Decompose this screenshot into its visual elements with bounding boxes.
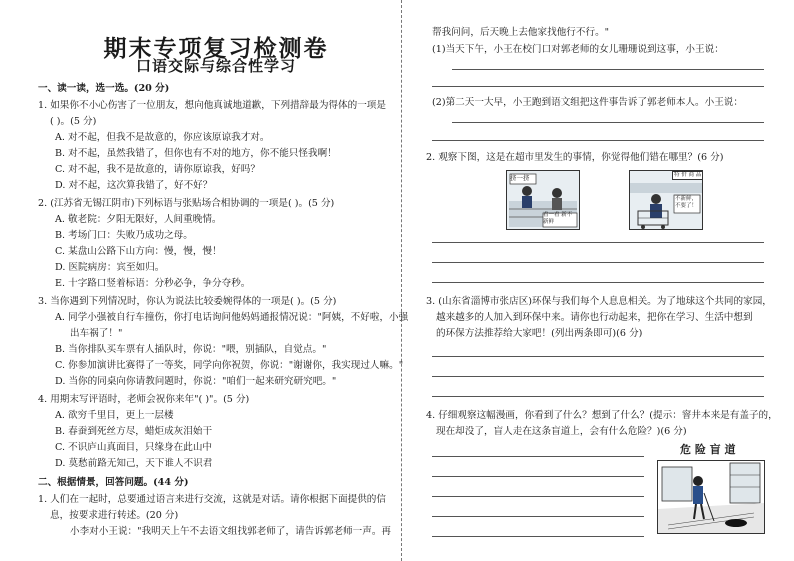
blind-road-cartoon <box>657 460 765 534</box>
q4-option-c: C. 不识庐山真面目，只缘身在此山中 <box>55 442 213 453</box>
fold-line <box>401 0 402 561</box>
q3-stem: 3. 当你遇到下列情况时，你认为说法比较委婉得体的一项是( )。(5 分) <box>38 296 337 307</box>
answer-line[interactable] <box>432 536 644 537</box>
answer-line[interactable] <box>432 140 764 141</box>
page-title: 期末专项复习检测卷 <box>103 35 329 62</box>
answer-line[interactable] <box>432 376 764 377</box>
q3-option-b: B. 当你排队买车票有人插队时，你说："喂，别插队，自觉点。" <box>55 344 327 355</box>
answer-line[interactable] <box>432 356 764 357</box>
bubble-check: 看一看 新不新鲜 <box>543 212 573 225</box>
cartoon-title: 危 险 盲 道 <box>680 443 736 456</box>
q3-option-d: D. 当你的同桌向你请教问题时，你说："咱们一起来研究研究吧。" <box>55 376 337 387</box>
answer-line[interactable] <box>432 242 764 243</box>
q1-option-c: C. 对不起，我不是故意的，请你原谅我，好吗？ <box>55 164 260 175</box>
s2-q1-stem: 1. 人们在一起时，总要通过语言来进行交流，这就是对话。请你根据下面提供的信 <box>38 494 386 505</box>
answer-line[interactable] <box>432 496 644 497</box>
q2-option-e: E. 十字路口竖着标语：分秒必争，争分夺秒。 <box>55 278 251 289</box>
q1-option-b: B. 对不起，虽然我错了，但你也有不对的地方，你不能只怪我啊！ <box>55 148 337 159</box>
q2-option-d: D. 医院病房：宾至如归。 <box>55 262 165 273</box>
q4-stem: 4. 用期末写评语时，老师会祝你来年"( )"。(5 分) <box>38 394 250 405</box>
q2-option-b: B. 考场门口：失败乃成功之母。 <box>55 230 193 241</box>
s2-q3-stem: 3. (山东省淄博市张店区)环保与我们每个人息息相关。为了地球这个共同的家园， <box>426 296 772 307</box>
s2-q3-stem-cont2: 的环保方法推荐给大家吧！(列出两条即可)(6 分) <box>436 328 643 339</box>
s2-q4-stem: 4. 仔细观察这幅漫画，你看到了什么？想到了什么？(提示：窨井本来是有盖子的， <box>426 410 778 421</box>
answer-line[interactable] <box>432 86 764 87</box>
q1-option-a: A. 对不起，但我不是故意的，你应该原谅我才对。 <box>55 132 270 143</box>
answer-line[interactable] <box>432 476 644 477</box>
bubble-not-fresh: 不新鲜，不要了！ <box>675 196 698 209</box>
sale-sign: 特 价 商 品 <box>674 172 702 178</box>
s2-q2-stem: 2. 观察下图，这是在超市里发生的事情，你觉得他们错在哪里？(6 分) <box>426 152 724 163</box>
answer-line[interactable] <box>452 69 764 70</box>
answer-line[interactable] <box>432 282 764 283</box>
q3-option-a-cont: 出车祸了！" <box>70 328 123 339</box>
s2-q1-sub1: (1)当天下午，小王在校门口对郭老师的女儿珊珊说到这事，小王说： <box>432 44 724 55</box>
q2-option-c: C. 某盘山公路下山方向：慢，慢，慢！ <box>55 246 222 257</box>
answer-line[interactable] <box>452 122 764 123</box>
answer-line[interactable] <box>432 262 764 263</box>
page-subtitle: 口语交际与综合性学习 <box>135 57 296 75</box>
q4-option-d: D. 莫愁前路无知己，天下谁人不识君 <box>55 458 213 469</box>
answer-line[interactable] <box>432 396 764 397</box>
s2-q1-sub2: (2)第二天一大早，小王跑到语文组把这件事告诉了郭老师本人。小王说： <box>432 97 743 108</box>
q1-stem: 1. 如果你不小心伤害了一位朋友，想向他真诚地道歉，下列措辞最为得体的一项是 <box>38 100 386 111</box>
q4-option-b: B. 春蚕到死丝方尽，蜡炬成灰泪始干 <box>55 426 213 437</box>
section1-heading: 一、读一读，选一选。(20 分) <box>38 83 170 94</box>
answer-line[interactable] <box>432 456 644 457</box>
q2-stem: 2. (江苏省无锡江阴市)下列标语与张贴场合相协调的一项是( )。(5 分) <box>38 198 335 209</box>
section2-heading: 二、根据情景，回答问题。(44 分) <box>38 477 189 488</box>
s2-q3-stem-cont1: 越来越多的人加入到环保中来。请你也行动起来，把你在学习、生活中想到 <box>436 312 753 323</box>
q3-option-c: C. 你参加演讲比赛得了一等奖，同学向你祝贺，你说："谢谢你，我实现过人嘛。" <box>55 360 404 371</box>
q3-option-a: A. 同学小强被自行车撞伤，你打电话询问他妈妈通报情况说："阿姨，不好啦，小强 <box>55 312 409 323</box>
q1-option-d: D. 对不起，这次算我错了，好不好？ <box>55 180 213 191</box>
s2-q4-stem-cont: 现在却没了，盲人走在这条盲道上，会有什么危险？)(6 分) <box>436 426 687 437</box>
q1-stem-cont: ( )。(5 分) <box>50 116 97 127</box>
s2-q1-stem-cont: 息，按要求进行转述。(20 分) <box>50 510 179 521</box>
s2-q1-dialogue-cont: 帮我问问，后天晚上去他家找他行不行。" <box>432 27 610 38</box>
s2-q1-dialogue: 小李对小王说："我明天上午不去语文组找郭老师了，请告诉郭老师一声。再 <box>70 526 392 537</box>
answer-line[interactable] <box>432 516 644 517</box>
q4-option-a: A. 欲穷千里目，更上一层楼 <box>55 410 174 421</box>
q2-option-a: A. 敬老院：夕阳无限好，人间重晚情。 <box>55 214 222 225</box>
bubble-squeeze: 挤一挤 <box>510 174 530 182</box>
